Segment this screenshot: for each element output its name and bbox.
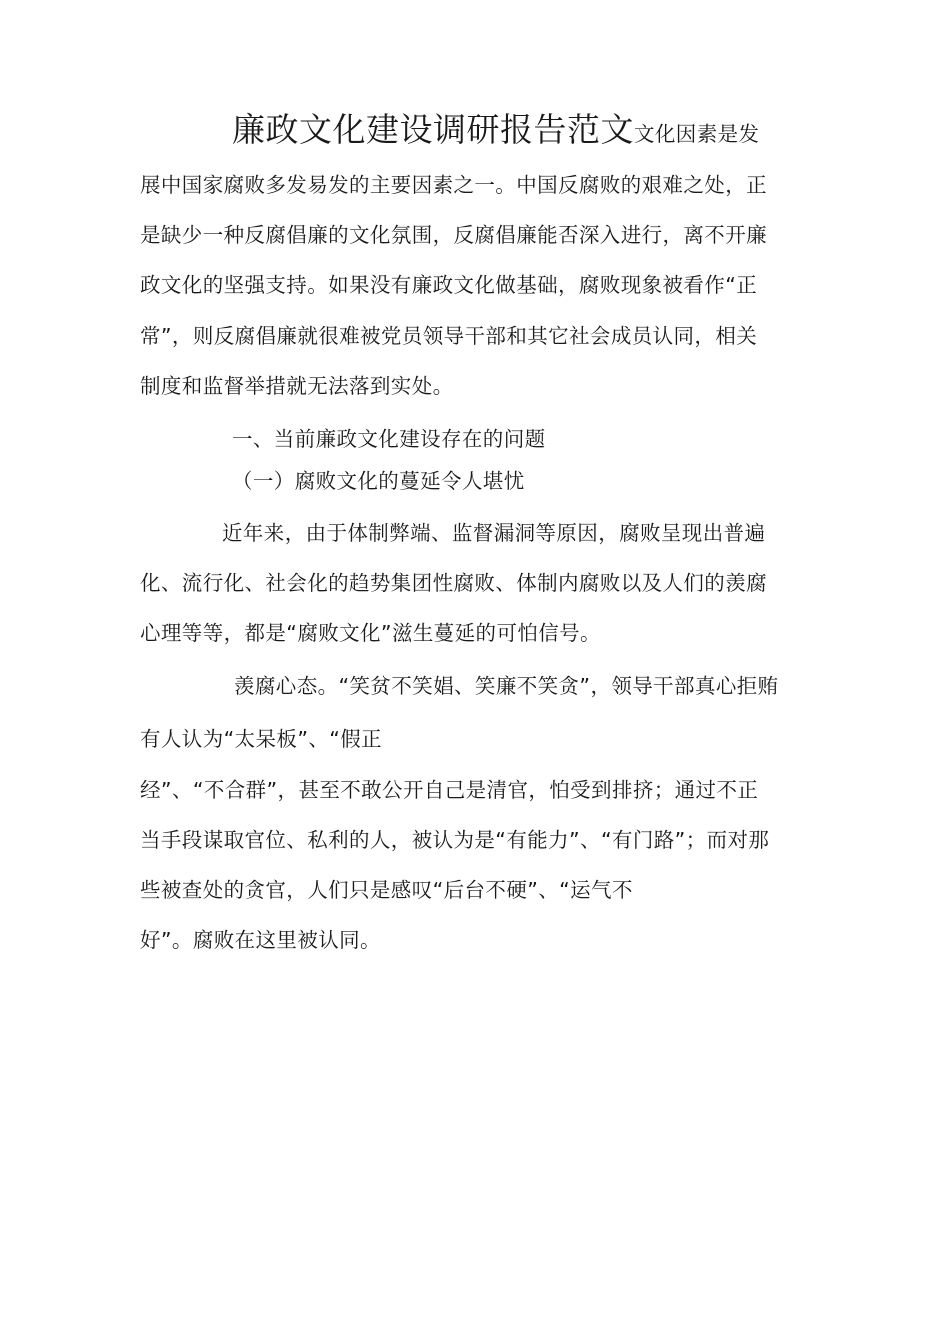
paragraph-line: 化、流行化、社会化的趋势集团性腐败、体制内腐败以及人们的羡腐: [140, 571, 767, 595]
intro-line: 是缺少一种反腐倡廉的文化氛围，反腐倡廉能否深入进行，离不开廉: [140, 223, 767, 247]
paragraph-line: 有人认为“太呆板”、“假正: [140, 727, 383, 751]
paragraph-line: 心理等等，都是“腐败文化”滋生蔓延的可怕信号。: [140, 621, 601, 645]
document-title: 廉政文化建设调研报告范文: [232, 110, 634, 149]
paragraph-line: 好”。腐败在这里被认同。: [140, 928, 381, 952]
paragraph-line: 些被查处的贪官，人们只是感叹“后台不硬”、“运气不: [140, 878, 633, 902]
section-heading: 一、当前廉政文化建设存在的问题: [232, 427, 546, 451]
intro-line: 常”，则反腐倡廉就很难被党员领导干部和其它社会成员认同，相关: [140, 324, 758, 348]
title-line: [232, 108, 759, 158]
paragraph-line: 近年来，由于体制弊端、监督漏洞等原因，腐败呈现出普遍: [222, 521, 766, 545]
subsection-heading: （一）腐败文化的蔓延令人堪忧: [232, 469, 525, 493]
paragraph-line: 羡腐心态。“笑贫不笑娼、笑廉不笑贪”，领导干部真心拒贿: [234, 674, 779, 698]
intro-line: 制度和监督举措就无法落到实处。: [140, 374, 454, 398]
title-tail-text: 文化因素是发: [634, 122, 760, 146]
intro-line: 展中国家腐败多发易发的主要因素之一。中国反腐败的艰难之处，正: [140, 173, 767, 197]
intro-line: 政文化的坚强支持。如果没有廉政文化做基础，腐败现象被看作“正: [140, 273, 758, 297]
paragraph-line: 当手段谋取官位、私利的人，被认为是“有能力”、“有门路”；而对那: [140, 828, 770, 852]
paragraph-line: 经”、“不合群”，甚至不敢公开自己是清官，怕受到排挤；通过不正: [140, 778, 759, 802]
